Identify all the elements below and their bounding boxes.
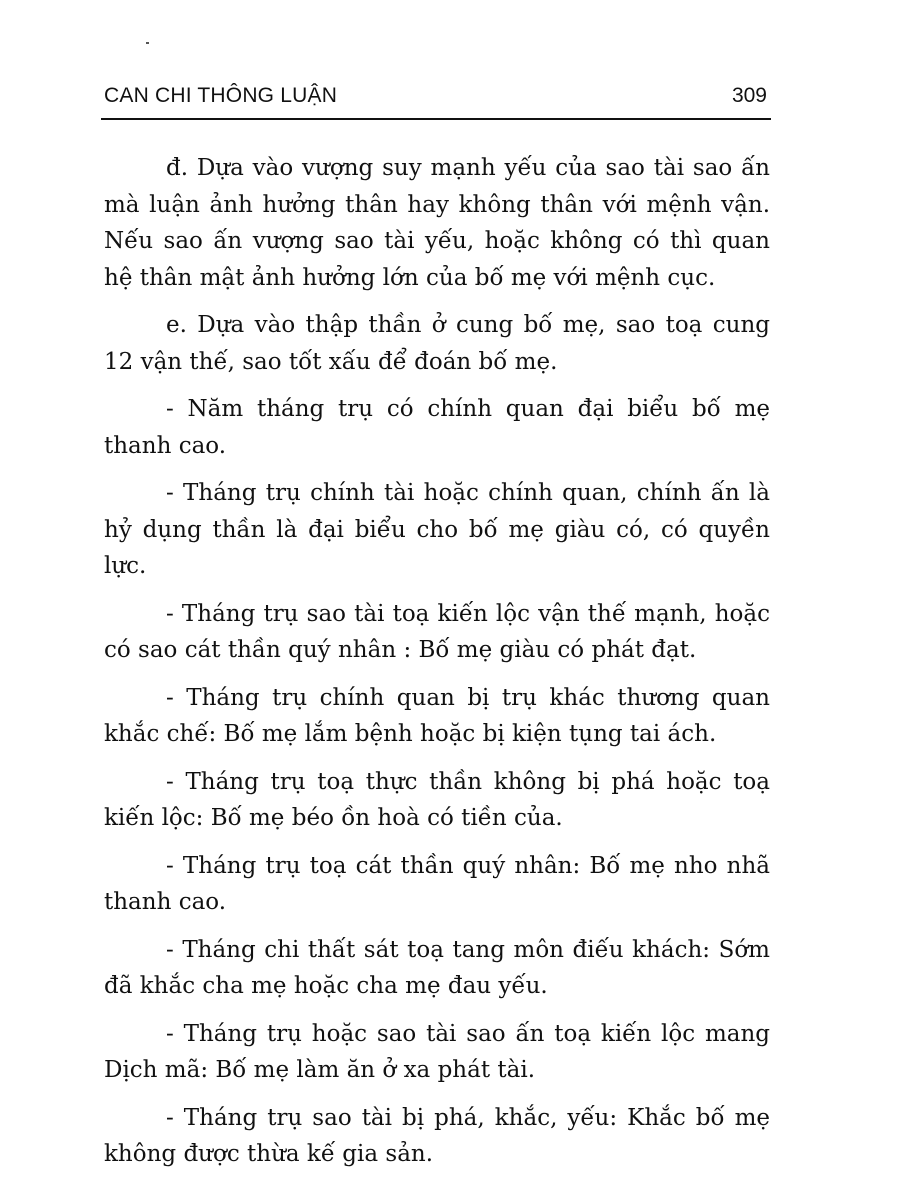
bullet-paragraph: - Tháng trụ toạ thực thần không bị phá hoặc toạ kiến lộc: Bố mẹ béo ồn hoà có tiền của. (104, 768, 770, 831)
bullet-paragraph: - Tháng trụ hoặc sao tài sao ấn toạ kiến lộc mang Dịch mã: Bố mẹ làm ăn ở xa phát tài. (104, 1020, 770, 1083)
bullet-paragraph: - Tháng trụ toạ cát thần quý nhân: Bố mẹ nho nhã thanh cao. (104, 852, 770, 915)
paragraph-e: e. Dựa vào thập thần ở cung bố mẹ, sao toạ cung 12 vận thế, sao tốt xấu để đoán bố mẹ. (104, 312, 770, 375)
bullet-paragraph: - Tháng trụ chính tài hoặc chính quan, chính ấn là hỷ dụng thần là đại biểu cho bố mẹ giàu có, có quyền lực. (104, 480, 770, 579)
paragraph-d: đ. Dựa vào vượng suy mạnh yếu của sao tài sao ấn mà luận ảnh hưởng thân hay không thân với mệnh vận. Nếu sao ấn vượng sao tài yếu, hoặc không có thì quan hệ thân mật ảnh hưởng lớn của bố mẹ với mệnh cục. (104, 155, 770, 291)
running-header (101, 80, 771, 120)
running-title: CAN CHI THÔNG LUẬN (104, 84, 338, 107)
bullet-paragraph: - Năm tháng trụ có chính quan đại biểu bố mẹ thanh cao. (104, 396, 770, 459)
scan-speck (146, 42, 149, 44)
bullet-paragraph: - Tháng trụ sao tài toạ kiến lộc vận thế mạnh, hoặc có sao cát thần quý nhân : Bố mẹ giàu có phát đạt. (104, 600, 770, 663)
page-number: 309 (731, 84, 767, 107)
bullet-paragraph: - Tháng chi thất sát toạ tang môn điếu khách: Sớm đã khắc cha mẹ hoặc cha mẹ đau yếu. (104, 936, 770, 999)
bullet-paragraph: - Tháng trụ sao tài bị phá, khắc, yếu: Khắc bố mẹ không được thừa kế gia sản. (104, 1104, 770, 1167)
page-body (104, 150, 770, 1184)
bullet-paragraph: - Tháng trụ chính quan bị trụ khác thương quan khắc chế: Bố mẹ lắm bệnh hoặc bị kiện tụng tai ách. (104, 684, 770, 747)
